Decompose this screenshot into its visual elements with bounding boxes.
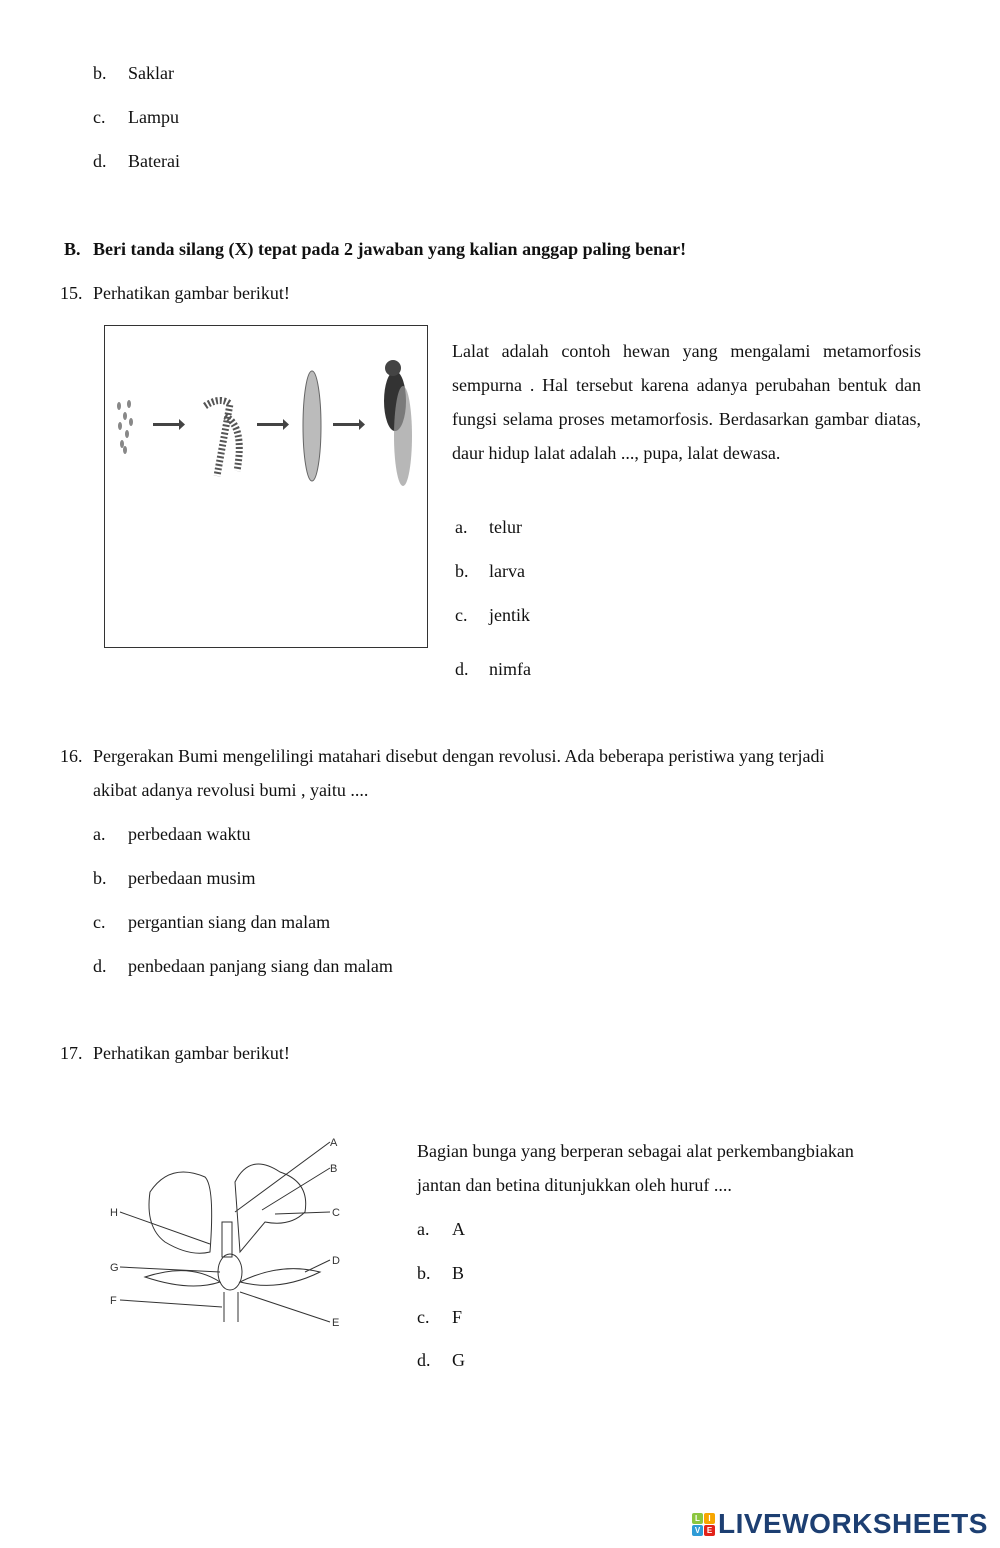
q17-option-b-letter: b. xyxy=(417,1263,431,1283)
q15-option-c-letter: c. xyxy=(455,605,468,625)
q17-option-d-letter: d. xyxy=(417,1350,431,1370)
diagram-label-b: B xyxy=(330,1163,338,1175)
q15-paragraph: Lalat adalah contoh hewan yang mengalami metamorfosis sempurna . Hal tersebut karena adanya perubahan bentuk dan fungsi selama proses metamorfosis. Berdasarkan gambar diatas, daur hidup lalat adalah ..., pupa, lalat dewasa. xyxy=(452,341,921,463)
fly-lifecycle-image xyxy=(104,325,428,648)
diagram-label-a: A xyxy=(330,1137,338,1149)
q17-question-line2: jantan dan betina ditunjukkan oleh huruf .... xyxy=(417,1175,732,1195)
fly-icon xyxy=(384,360,412,486)
q14-option-c-letter: c. xyxy=(93,107,106,127)
q15-option-c[interactable]: jentik xyxy=(489,605,530,625)
q15-option-d[interactable]: nimfa xyxy=(489,659,531,679)
q15-option-a-letter: a. xyxy=(455,517,468,537)
q17-prompt: Perhatikan gambar berikut! xyxy=(93,1043,290,1063)
diagram-label-c: C xyxy=(332,1207,340,1219)
q16-option-c[interactable]: pergantian siang dan malam xyxy=(128,912,331,932)
q16-number: 16. xyxy=(60,746,83,766)
q14-option-d[interactable]: Baterai xyxy=(128,151,180,171)
larva-icon xyxy=(205,400,239,476)
flower-diagram xyxy=(110,1132,350,1327)
logo-mark-icon: L I V E xyxy=(692,1513,715,1536)
q17-option-b[interactable]: B xyxy=(452,1263,465,1283)
q17-option-c-letter: c. xyxy=(417,1307,430,1327)
section-b-instruction: Beri tanda silang (X) tepat pada 2 jawaban yang kalian anggap paling benar! xyxy=(93,239,687,259)
q17-option-a[interactable]: A xyxy=(452,1219,465,1239)
diagram-label-g: G xyxy=(110,1262,119,1274)
q16-question-line1: Pergerakan Bumi mengelilingi matahari disebut dengan revolusi. Ada beberapa peristiwa yang terjadi xyxy=(93,746,825,766)
pupa-icon xyxy=(303,371,321,481)
q16-option-a[interactable]: perbedaan waktu xyxy=(128,824,251,844)
q15-option-b-letter: b. xyxy=(455,561,469,581)
logo-text: LIVEWORKSHEETS xyxy=(718,1508,988,1539)
q16-question-line2: akibat adanya revolusi bumi , yaitu .... xyxy=(93,780,369,800)
q16-option-c-letter: c. xyxy=(93,912,106,932)
q16-option-b[interactable]: perbedaan musim xyxy=(128,868,256,888)
q17-option-a-letter: a. xyxy=(417,1219,430,1239)
q16-option-d[interactable]: penbedaan panjang siang dan malam xyxy=(128,956,393,976)
q15-prompt: Perhatikan gambar berikut! xyxy=(93,283,290,303)
q15-option-a[interactable]: telur xyxy=(489,517,522,537)
diagram-label-d: D xyxy=(332,1255,340,1267)
q14-option-b[interactable]: Saklar xyxy=(128,63,174,83)
eggs-icon xyxy=(117,400,133,454)
q17-number: 17. xyxy=(60,1043,83,1063)
q15-option-b[interactable]: larva xyxy=(489,561,525,581)
liveworksheets-logo xyxy=(692,1508,988,1540)
section-b-letter: B. xyxy=(64,239,81,259)
q14-option-d-letter: d. xyxy=(93,151,107,171)
diagram-label-f: F xyxy=(110,1295,117,1307)
diagram-label-e: E xyxy=(332,1317,340,1327)
q17-question-line1: Bagian bunga yang berperan sebagai alat perkembangbiakan xyxy=(417,1141,854,1161)
q14-option-c[interactable]: Lampu xyxy=(128,107,179,127)
arrow-icon xyxy=(153,419,365,430)
diagram-label-h: H xyxy=(110,1207,118,1219)
q16-option-d-letter: d. xyxy=(93,956,107,976)
q16-option-a-letter: a. xyxy=(93,824,106,844)
q17-option-c[interactable]: F xyxy=(452,1307,463,1327)
q14-option-b-letter: b. xyxy=(93,63,107,83)
q16-option-b-letter: b. xyxy=(93,868,107,888)
q15-option-d-letter: d. xyxy=(455,659,469,679)
q17-option-d[interactable]: G xyxy=(452,1350,465,1370)
q15-number: 15. xyxy=(60,283,83,303)
